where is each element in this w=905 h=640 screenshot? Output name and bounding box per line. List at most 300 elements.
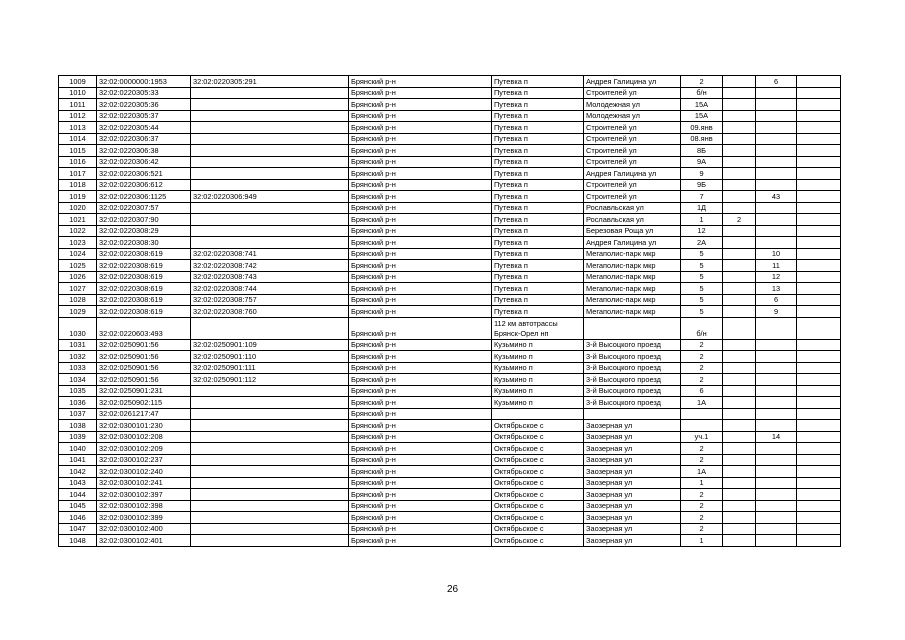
building-cell bbox=[723, 260, 756, 272]
locality-cell: Октябрьское с bbox=[492, 500, 584, 512]
table-row bbox=[59, 362, 841, 374]
house-cell: 1А bbox=[681, 397, 723, 409]
district-cell: Брянский р-н bbox=[349, 271, 492, 283]
flat-cell bbox=[756, 454, 797, 466]
table-row bbox=[59, 443, 841, 455]
building-cell bbox=[723, 500, 756, 512]
building-cell bbox=[723, 351, 756, 363]
table-row bbox=[59, 420, 841, 432]
empty-cell bbox=[797, 260, 841, 272]
building-cell bbox=[723, 397, 756, 409]
district-cell: Брянский р-н bbox=[349, 477, 492, 489]
building-cell bbox=[723, 385, 756, 397]
locality-cell: Октябрьское с bbox=[492, 454, 584, 466]
cadastral-number-cell: 32:02:0300102:237 bbox=[97, 454, 191, 466]
flat-cell bbox=[756, 99, 797, 111]
row-number-cell: 1021 bbox=[59, 214, 97, 226]
locality-line: 112 км автотрассы bbox=[494, 318, 558, 328]
cadastral-number-cell: 32:02:0220306:38 bbox=[97, 145, 191, 157]
table-row bbox=[59, 122, 841, 134]
empty-cell bbox=[797, 397, 841, 409]
district-cell: Брянский р-н bbox=[349, 420, 492, 432]
parent-cadastral-number-cell bbox=[191, 523, 349, 535]
locality-cell: Путевка п bbox=[492, 110, 584, 122]
locality-cell: Путевка п bbox=[492, 133, 584, 145]
street-cell: Заозерная ул bbox=[584, 466, 681, 478]
empty-cell bbox=[797, 317, 841, 339]
street-cell: Строителей ул bbox=[584, 179, 681, 191]
flat-cell bbox=[756, 523, 797, 535]
cadastral-number-cell: 32:02:0220306:612 bbox=[97, 179, 191, 191]
empty-cell bbox=[797, 500, 841, 512]
flat-cell bbox=[756, 225, 797, 237]
building-cell bbox=[723, 145, 756, 157]
parent-cadastral-number-cell bbox=[191, 179, 349, 191]
cadastral-number-cell: 32:02:0000000:1953 bbox=[97, 76, 191, 88]
parent-cadastral-number-cell bbox=[191, 237, 349, 249]
empty-cell bbox=[797, 535, 841, 547]
empty-cell bbox=[797, 339, 841, 351]
row-number-cell: 1028 bbox=[59, 294, 97, 306]
locality-cell: Кузьмино п bbox=[492, 351, 584, 363]
parent-cadastral-number-cell bbox=[191, 87, 349, 99]
house-cell: 09.янв bbox=[681, 122, 723, 134]
street-cell: Строителей ул bbox=[584, 133, 681, 145]
district-cell: Брянский р-н bbox=[349, 317, 492, 339]
locality-cell: Путевка п bbox=[492, 306, 584, 318]
row-number-cell: 1012 bbox=[59, 110, 97, 122]
street-cell: 3-й Высоцкого проезд bbox=[584, 397, 681, 409]
district-cell: Брянский р-н bbox=[349, 454, 492, 466]
locality-cell: Октябрьское с bbox=[492, 535, 584, 547]
parent-cadastral-number-cell bbox=[191, 500, 349, 512]
locality-cell: Путевка п bbox=[492, 225, 584, 237]
empty-cell bbox=[797, 294, 841, 306]
locality-cell: Путевка п bbox=[492, 260, 584, 272]
building-cell bbox=[723, 523, 756, 535]
flat-cell bbox=[756, 156, 797, 168]
table-row bbox=[59, 191, 841, 203]
cadastral-number-cell: 32:02:0300102:398 bbox=[97, 500, 191, 512]
row-number-cell: 1011 bbox=[59, 99, 97, 111]
building-cell bbox=[723, 477, 756, 489]
house-cell: 1 bbox=[681, 535, 723, 547]
building-cell bbox=[723, 408, 756, 420]
street-cell: Мегаполис-парк мкр bbox=[584, 294, 681, 306]
table-row bbox=[59, 294, 841, 306]
empty-cell bbox=[797, 76, 841, 88]
empty-cell bbox=[797, 362, 841, 374]
parent-cadastral-number-cell bbox=[191, 168, 349, 180]
cadastral-number-cell: 32:02:0220308:619 bbox=[97, 306, 191, 318]
building-cell bbox=[723, 489, 756, 501]
empty-cell bbox=[797, 214, 841, 226]
parent-cadastral-number-cell: 32:02:0250901:110 bbox=[191, 351, 349, 363]
house-cell: 5 bbox=[681, 306, 723, 318]
table-row bbox=[59, 248, 841, 260]
district-cell: Брянский р-н bbox=[349, 294, 492, 306]
row-number-cell: 1046 bbox=[59, 512, 97, 524]
flat-cell bbox=[756, 477, 797, 489]
locality-cell: Кузьмино п bbox=[492, 374, 584, 386]
building-cell: 2 bbox=[723, 214, 756, 226]
locality-cell: Кузьмино п bbox=[492, 397, 584, 409]
parent-cadastral-number-cell: 32:02:0220308:760 bbox=[191, 306, 349, 318]
parent-cadastral-number-cell: 32:02:0220306:949 bbox=[191, 191, 349, 203]
district-cell: Брянский р-н bbox=[349, 99, 492, 111]
house-cell: 5 bbox=[681, 271, 723, 283]
district-cell: Брянский р-н bbox=[349, 110, 492, 122]
table-row bbox=[59, 260, 841, 272]
flat-cell bbox=[756, 110, 797, 122]
locality-cell bbox=[492, 408, 584, 420]
house-cell: 1 bbox=[681, 477, 723, 489]
row-number-cell: 1037 bbox=[59, 408, 97, 420]
district-cell: Брянский р-н bbox=[349, 283, 492, 295]
flat-cell bbox=[756, 420, 797, 432]
cadastral-number-cell: 32:02:0300102:397 bbox=[97, 489, 191, 501]
district-cell: Брянский р-н bbox=[349, 214, 492, 226]
building-cell bbox=[723, 420, 756, 432]
row-number-cell: 1031 bbox=[59, 339, 97, 351]
locality-cell: Путевка п bbox=[492, 168, 584, 180]
table-row bbox=[59, 397, 841, 409]
building-cell bbox=[723, 133, 756, 145]
row-number-cell: 1040 bbox=[59, 443, 97, 455]
empty-cell bbox=[797, 248, 841, 260]
empty-cell bbox=[797, 512, 841, 524]
street-cell: Мегаполис-парк мкр bbox=[584, 306, 681, 318]
house-cell: 5 bbox=[681, 283, 723, 295]
street-cell: Строителей ул bbox=[584, 191, 681, 203]
house-cell bbox=[681, 408, 723, 420]
cadastral-number-cell: 32:02:0220603:493 bbox=[97, 317, 191, 339]
district-cell: Брянский р-н bbox=[349, 385, 492, 397]
cadastral-number-cell: 32:02:0250901:56 bbox=[97, 362, 191, 374]
row-number-cell: 1024 bbox=[59, 248, 97, 260]
house-cell: б/н bbox=[681, 87, 723, 99]
street-cell: Мегаполис-парк мкр bbox=[584, 260, 681, 272]
locality-cell: Путевка п bbox=[492, 248, 584, 260]
district-cell: Брянский р-н bbox=[349, 225, 492, 237]
locality-cell: Октябрьское с bbox=[492, 512, 584, 524]
empty-cell bbox=[797, 145, 841, 157]
flat-cell bbox=[756, 351, 797, 363]
building-cell bbox=[723, 362, 756, 374]
empty-cell bbox=[797, 477, 841, 489]
street-cell: Заозерная ул bbox=[584, 431, 681, 443]
house-cell: 2 bbox=[681, 374, 723, 386]
flat-cell: 13 bbox=[756, 283, 797, 295]
street-cell: 3-й Высоцкого проезд bbox=[584, 351, 681, 363]
flat-cell: 14 bbox=[756, 431, 797, 443]
empty-cell bbox=[797, 191, 841, 203]
house-cell: 7 bbox=[681, 191, 723, 203]
table-row bbox=[59, 202, 841, 214]
street-cell: Строителей ул bbox=[584, 156, 681, 168]
row-number-cell: 1034 bbox=[59, 374, 97, 386]
parent-cadastral-number-cell bbox=[191, 214, 349, 226]
district-cell: Брянский р-н bbox=[349, 260, 492, 272]
building-cell bbox=[723, 156, 756, 168]
locality-cell: Путевка п bbox=[492, 122, 584, 134]
table-row bbox=[59, 431, 841, 443]
house-cell: 9А bbox=[681, 156, 723, 168]
flat-cell: 9 bbox=[756, 306, 797, 318]
parent-cadastral-number-cell: 32:02:0220305:291 bbox=[191, 76, 349, 88]
street-cell: Заозерная ул bbox=[584, 454, 681, 466]
building-cell bbox=[723, 110, 756, 122]
building-cell bbox=[723, 168, 756, 180]
flat-cell bbox=[756, 397, 797, 409]
empty-cell bbox=[797, 306, 841, 318]
district-cell: Брянский р-н bbox=[349, 168, 492, 180]
table-row bbox=[59, 408, 841, 420]
house-cell: 2 bbox=[681, 454, 723, 466]
row-number-cell: 1045 bbox=[59, 500, 97, 512]
table-row bbox=[59, 214, 841, 226]
parent-cadastral-number-cell bbox=[191, 145, 349, 157]
building-cell bbox=[723, 191, 756, 203]
district-cell: Брянский р-н bbox=[349, 523, 492, 535]
building-cell bbox=[723, 374, 756, 386]
district-cell: Брянский р-н bbox=[349, 443, 492, 455]
house-cell: 5 bbox=[681, 248, 723, 260]
empty-cell bbox=[797, 87, 841, 99]
flat-cell bbox=[756, 202, 797, 214]
table-row bbox=[59, 339, 841, 351]
table-row bbox=[59, 99, 841, 111]
locality-cell bbox=[492, 317, 584, 339]
locality-cell: Путевка п bbox=[492, 87, 584, 99]
empty-cell bbox=[797, 179, 841, 191]
cadastral-number-cell: 32:02:0250901:56 bbox=[97, 339, 191, 351]
locality-cell: Октябрьское с bbox=[492, 466, 584, 478]
street-cell: Рославльская ул bbox=[584, 202, 681, 214]
locality-cell: Путевка п bbox=[492, 283, 584, 295]
empty-cell bbox=[797, 431, 841, 443]
flat-cell bbox=[756, 179, 797, 191]
row-number-cell: 1017 bbox=[59, 168, 97, 180]
row-number-cell: 1020 bbox=[59, 202, 97, 214]
table-row bbox=[59, 237, 841, 249]
flat-cell bbox=[756, 133, 797, 145]
cadastral-number-cell: 32:02:0220308:30 bbox=[97, 237, 191, 249]
building-cell bbox=[723, 431, 756, 443]
cadastral-number-cell: 32:02:0220305:37 bbox=[97, 110, 191, 122]
street-cell: Мегаполис-парк мкр bbox=[584, 271, 681, 283]
flat-cell: 6 bbox=[756, 76, 797, 88]
house-cell: 12 bbox=[681, 225, 723, 237]
house-cell: 2А bbox=[681, 237, 723, 249]
building-cell bbox=[723, 306, 756, 318]
house-cell: 2 bbox=[681, 351, 723, 363]
house-cell: 5 bbox=[681, 260, 723, 272]
locality-cell: Путевка п bbox=[492, 237, 584, 249]
cadastral-number-cell: 32:02:0250902:115 bbox=[97, 397, 191, 409]
building-cell bbox=[723, 225, 756, 237]
parent-cadastral-number-cell bbox=[191, 385, 349, 397]
parent-cadastral-number-cell bbox=[191, 535, 349, 547]
parent-cadastral-number-cell bbox=[191, 454, 349, 466]
district-cell: Брянский р-н bbox=[349, 500, 492, 512]
district-cell: Брянский р-н bbox=[349, 374, 492, 386]
parent-cadastral-number-cell bbox=[191, 420, 349, 432]
row-number-cell: 1009 bbox=[59, 76, 97, 88]
house-cell: б/н bbox=[681, 317, 723, 339]
flat-cell bbox=[756, 512, 797, 524]
row-number-cell: 1032 bbox=[59, 351, 97, 363]
street-cell: 3-й Высоцкого проезд bbox=[584, 374, 681, 386]
parent-cadastral-number-cell bbox=[191, 156, 349, 168]
parent-cadastral-number-cell bbox=[191, 443, 349, 455]
house-cell: 2 bbox=[681, 76, 723, 88]
building-cell bbox=[723, 99, 756, 111]
flat-cell bbox=[756, 500, 797, 512]
parent-cadastral-number-cell: 32:02:0220308:743 bbox=[191, 271, 349, 283]
cadastral-number-cell: 32:02:0220305:44 bbox=[97, 122, 191, 134]
cadastral-number-cell: 32:02:0220306:42 bbox=[97, 156, 191, 168]
district-cell: Брянский р-н bbox=[349, 202, 492, 214]
district-cell: Брянский р-н bbox=[349, 431, 492, 443]
house-cell: 15А bbox=[681, 99, 723, 111]
cadastral-number-cell: 32:02:0220307:90 bbox=[97, 214, 191, 226]
table-row bbox=[59, 317, 841, 339]
locality-cell: Путевка п bbox=[492, 179, 584, 191]
house-cell: уч.1 bbox=[681, 431, 723, 443]
house-cell: 1 bbox=[681, 214, 723, 226]
house-cell: 6 bbox=[681, 385, 723, 397]
table-row bbox=[59, 283, 841, 295]
table-row bbox=[59, 179, 841, 191]
row-number-cell: 1042 bbox=[59, 466, 97, 478]
district-cell: Брянский р-н bbox=[349, 466, 492, 478]
street-cell: Строителей ул bbox=[584, 145, 681, 157]
locality-cell: Октябрьское с bbox=[492, 523, 584, 535]
building-cell bbox=[723, 179, 756, 191]
locality-cell: Путевка п bbox=[492, 202, 584, 214]
row-number-cell: 1047 bbox=[59, 523, 97, 535]
cadastral-number-cell: 32:02:0300102:209 bbox=[97, 443, 191, 455]
street-cell: Заозерная ул bbox=[584, 512, 681, 524]
table-row bbox=[59, 477, 841, 489]
street-cell: Андрея Галицина ул bbox=[584, 76, 681, 88]
flat-cell bbox=[756, 317, 797, 339]
cadastral-number-cell: 32:02:0220308:619 bbox=[97, 283, 191, 295]
table-row bbox=[59, 225, 841, 237]
table-row bbox=[59, 523, 841, 535]
cadastral-number-cell: 32:02:0300101:230 bbox=[97, 420, 191, 432]
flat-cell bbox=[756, 145, 797, 157]
locality-cell: Кузьмино п bbox=[492, 339, 584, 351]
row-number-cell: 1044 bbox=[59, 489, 97, 501]
parent-cadastral-number-cell bbox=[191, 202, 349, 214]
district-cell: Брянский р-н bbox=[349, 535, 492, 547]
flat-cell bbox=[756, 237, 797, 249]
district-cell: Брянский р-н bbox=[349, 145, 492, 157]
row-number-cell: 1039 bbox=[59, 431, 97, 443]
table-row bbox=[59, 168, 841, 180]
empty-cell bbox=[797, 523, 841, 535]
page-number: 26 bbox=[446, 584, 459, 595]
street-cell bbox=[584, 317, 681, 339]
cadastral-number-cell: 32:02:0300102:240 bbox=[97, 466, 191, 478]
locality-line: Брянск-Орел нп bbox=[494, 328, 549, 338]
row-number-cell: 1023 bbox=[59, 237, 97, 249]
empty-cell bbox=[797, 351, 841, 363]
row-number-cell: 1019 bbox=[59, 191, 97, 203]
house-cell: 2 bbox=[681, 500, 723, 512]
flat-cell bbox=[756, 362, 797, 374]
cadastral-number-cell: 32:02:0220308:619 bbox=[97, 294, 191, 306]
cadastral-number-cell: 32:02:0220305:36 bbox=[97, 99, 191, 111]
flat-cell bbox=[756, 385, 797, 397]
parent-cadastral-number-cell bbox=[191, 489, 349, 501]
cadastral-number-cell: 32:02:0300102:401 bbox=[97, 535, 191, 547]
parent-cadastral-number-cell bbox=[191, 408, 349, 420]
locality-cell: Кузьмино п bbox=[492, 385, 584, 397]
flat-cell bbox=[756, 535, 797, 547]
locality-cell: Путевка п bbox=[492, 191, 584, 203]
row-number-cell: 1016 bbox=[59, 156, 97, 168]
building-cell bbox=[723, 248, 756, 260]
district-cell: Брянский р-н bbox=[349, 248, 492, 260]
cadastral-number-cell: 32:02:0220308:619 bbox=[97, 248, 191, 260]
house-cell: 8Б bbox=[681, 145, 723, 157]
house-cell bbox=[681, 420, 723, 432]
district-cell: Брянский р-н bbox=[349, 306, 492, 318]
table-row bbox=[59, 466, 841, 478]
cadastral-number-cell: 32:02:0250901:56 bbox=[97, 351, 191, 363]
parent-cadastral-number-cell: 32:02:0220308:741 bbox=[191, 248, 349, 260]
locality-cell: Октябрьское с bbox=[492, 443, 584, 455]
flat-cell: 11 bbox=[756, 260, 797, 272]
district-cell: Брянский р-н bbox=[349, 179, 492, 191]
locality-cell: Октябрьское с bbox=[492, 477, 584, 489]
cadastral-number-cell: 32:02:0220307:57 bbox=[97, 202, 191, 214]
house-cell: 2 bbox=[681, 489, 723, 501]
cadastral-number-cell: 32:02:0220306:1125 bbox=[97, 191, 191, 203]
street-cell: Строителей ул bbox=[584, 122, 681, 134]
district-cell: Брянский р-н bbox=[349, 191, 492, 203]
table-row bbox=[59, 76, 841, 88]
house-cell: 2 bbox=[681, 512, 723, 524]
parent-cadastral-number-cell: 32:02:0250901:111 bbox=[191, 362, 349, 374]
street-cell: Андрея Галицина ул bbox=[584, 237, 681, 249]
row-number-cell: 1014 bbox=[59, 133, 97, 145]
building-cell bbox=[723, 271, 756, 283]
parent-cadastral-number-cell bbox=[191, 512, 349, 524]
building-cell bbox=[723, 443, 756, 455]
flat-cell bbox=[756, 466, 797, 478]
empty-cell bbox=[797, 283, 841, 295]
house-cell: 9Б bbox=[681, 179, 723, 191]
row-number-cell: 1010 bbox=[59, 87, 97, 99]
empty-cell bbox=[797, 408, 841, 420]
table-row bbox=[59, 271, 841, 283]
building-cell bbox=[723, 339, 756, 351]
building-cell bbox=[723, 122, 756, 134]
parent-cadastral-number-cell bbox=[191, 431, 349, 443]
table-row bbox=[59, 374, 841, 386]
cadastral-number-cell: 32:02:0300102:241 bbox=[97, 477, 191, 489]
street-cell: 3-й Высоцкого проезд bbox=[584, 362, 681, 374]
table-row bbox=[59, 110, 841, 122]
flat-cell bbox=[756, 443, 797, 455]
district-cell: Брянский р-н bbox=[349, 122, 492, 134]
flat-cell: 10 bbox=[756, 248, 797, 260]
house-cell: 2 bbox=[681, 523, 723, 535]
